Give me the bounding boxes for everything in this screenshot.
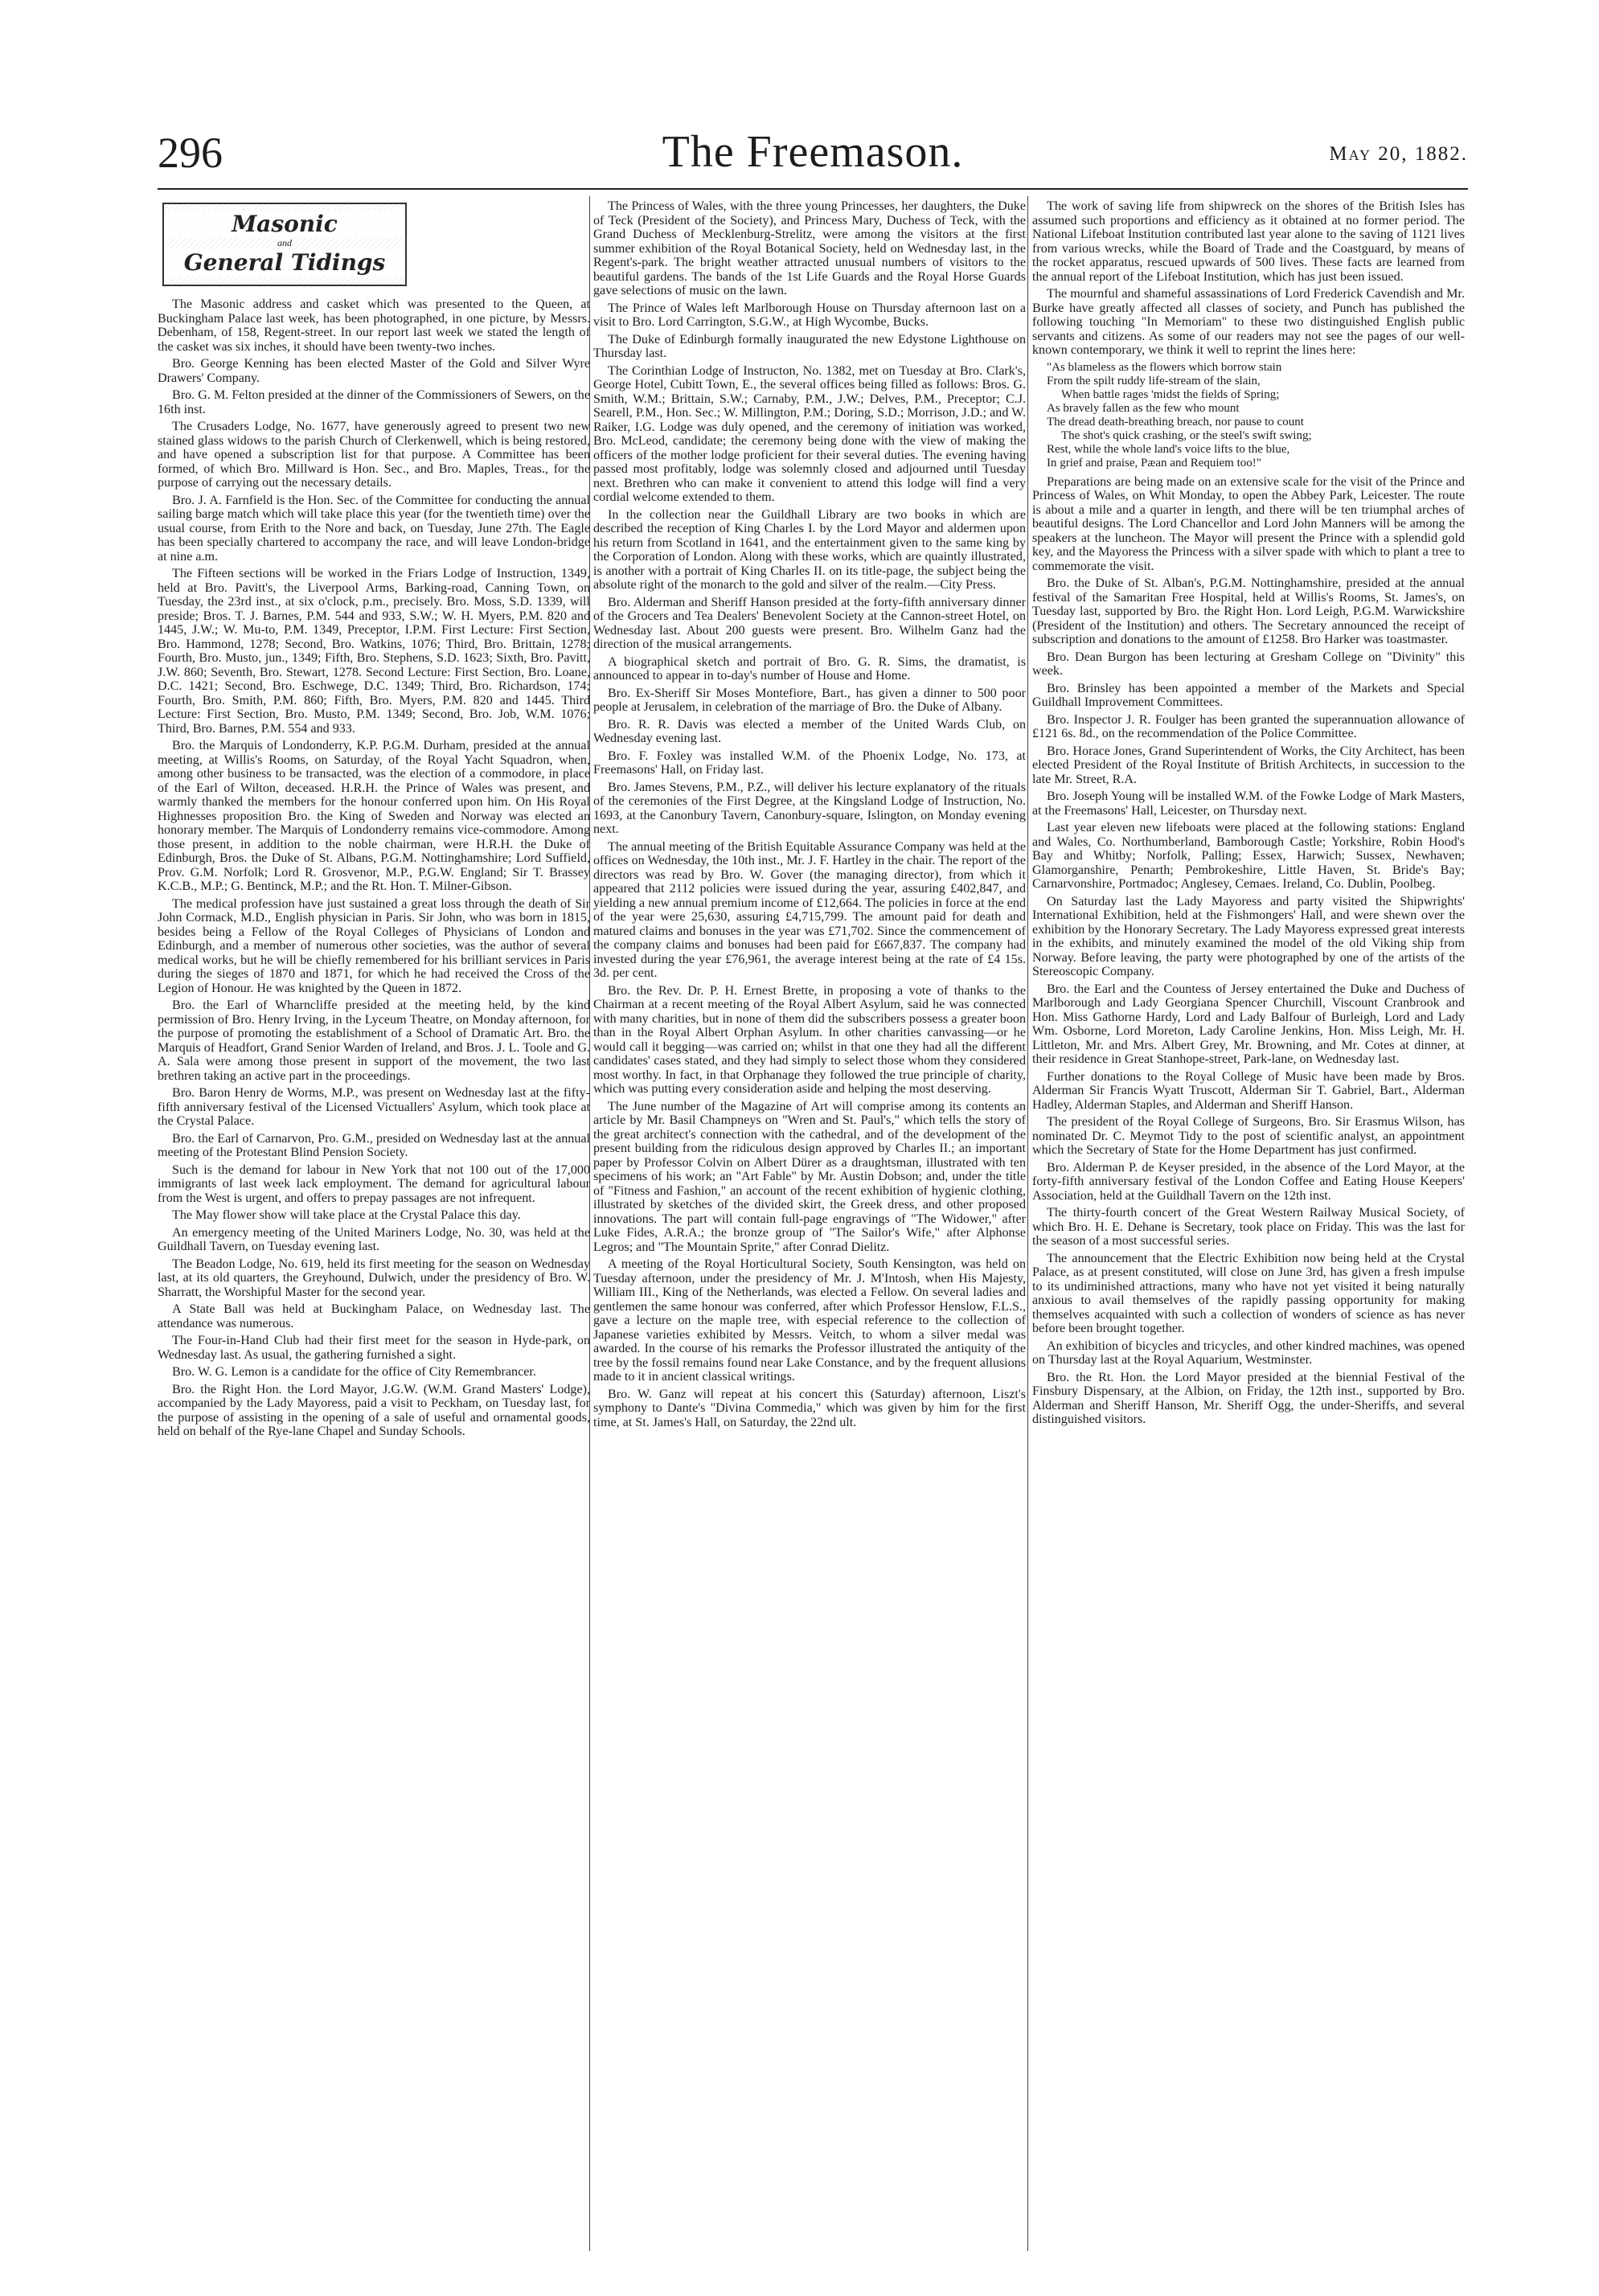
news-paragraph: The president of the Royal College of Surgeons, Bro. Sir Erasmus Wilson, has nominated Dr. C. Meymot Tidy to the post of scientific analyst, an appointment which the Secretary of State for the Home Department has just confirmed. xyxy=(1032,1115,1465,1157)
news-paragraph: Bro. James Stevens, P.M., P.Z., will deliver his lecture explanatory of the rituals of the ceremonies of the First Degree, at the Kingsland Lodge of Instruction, No. 1693, at the Canonbury Tavern, Canonbury-square, Islington, on Monday evening next. xyxy=(593,780,1026,836)
news-paragraph: Bro. Alderman P. de Keyser presided, in the absence of the Lord Mayor, at the forty-fifth anniversary festival of the London Coffee and Eating House Keepers' Association, held at the Guildhall Tavern on the 12th inst. xyxy=(1032,1160,1465,1203)
news-paragraph: Bro. Brinsley has been appointed a member of the Markets and Special Guildhall Improvement Committees. xyxy=(1032,681,1465,709)
column-1-body xyxy=(158,297,590,1439)
news-paragraph: The Crusaders Lodge, No. 1677, have generously agreed to present two new stained glass widows to the parish Church of Clerkenwell, which is being restored, and have opened a subscription list for that purpose. A Committee has been formed, of which Bro. Millward is Hon. Sec., and Bro. Maples, Treas., for the purpose of carrying out the necessary details. xyxy=(158,420,590,490)
page-number: 296 xyxy=(158,129,223,177)
section-heading-ornament xyxy=(162,203,407,286)
news-paragraph: Bro. the Marquis of Londonderry, K.P. P.G.M. Durham, presided at the annual meeting, at Willis's Rooms, on Saturday, of the Royal Yacht Squadron, when, among other business to be transacted, was the election of a commodore, in place of the Earl of Wilton, deceased. H.R.H. the Prince of Wales was present, and warmly thanked the members for the honour conferred upon him. On His Royal Highnesses proposition Bro. the King of Sweden and Norway was elected an honorary member. The Marquis of Londonderry remains vice-commodore. Among those present, in addition to the noble chairman, were H.R.H. the Duke of Edinburgh, Bros. the Duke of St. Albans, P.G.M. Nottinghamshire; Lord Suffield, Prov. G.M. Norfolk; Lord R. Grosvenor, M.P., P.G.W. England; Sir T. Brassey K.C.B., M.P.; G. Bentinck, M.P.; and the Rt. Hon. T. Milner-Gibson. xyxy=(158,739,590,893)
news-paragraph: Bro. W. G. Lemon is a candidate for the office of City Remembrancer. xyxy=(172,1365,536,1379)
poem-line: As bravely fallen as the few who mount xyxy=(1047,401,1240,415)
heading-line-1: Masonic xyxy=(164,211,405,238)
news-paragraph: The annual meeting of the British Equitable Assurance Company was held at the offices on Wednesday, the 10th inst., Mr. J. F. Hartley in the chair. The report of the directors was read by Bro. W. Gover (the managing director), from which it appeared that 2112 policies were issued during the year, assuring £402,847, and yielding a new annual premium income of £12,664. The policies in force at the end of the year were 25,630, assuring £4,715,799. The amount paid for death and matured claims and bonuses in the year was £71,702. Since the commencement of the company claims and bonuses had been paid for £667,837. The company had invested during the year £76,961, the average interest being at the rate of £4 15s. 3d. per cent. xyxy=(593,839,1026,980)
news-paragraph: Bro. the Duke of St. Alban's, P.G.M. Nottinghamshire, presided at the annual festival of the Samaritan Free Hospital, held at Willis's Rooms, St. James's, on Tuesday last, supported by Bro. the Right Hon. Lord Leigh, P.G.M. Warwickshire (President of the Institution) and others. The Secretary announced the receipt of subscription and donations to the amount of £1258. Bro Harker was toastmaster. xyxy=(1032,576,1465,646)
news-paragraph: The Corinthian Lodge of Instructon, No. 1382, met on Tuesday at Bro. Clark's, George Hotel, Cubitt Town, E., the several offices being filled as follows: Bros. G. Smith, W.M.; Brittain, S.W.; Carnaby, P.M., J.W.; Delves, P.M., Preceptor; C.J. Searell, P.M., Hon. Sec.; W. Millington, P.M.; Doring, S.D.; Morrison, J.D.; and W. Raiker, I.G. Lodge was duly opened, and the ceremony of initiation was worked, Bro. McLeod, candidate; the ceremony being done with the view of making the officers of the mother lodge proficient for their several duties. The evening having passed most profitably, lodge was solemnly closed and adjourned until Tuesday next. Brethren who can make it convenient to attend this lodge will find a very cordial welcome extended to them. xyxy=(593,363,1026,504)
poem-line: "As blameless as the flowers which borrow stain xyxy=(1047,360,1282,374)
news-paragraph: The Princess of Wales, with the three young Princesses, her daughters, the Duke of Teck (President of the Society), and Princess Mary, Duchess of Teck, with the Grand Duchess of Mecklenburg-Strelitz, were among the visitors at the first summer exhibition of the Royal Botanical Society, held on Wednesday last, in the Regent's-park. The bright weather attracted unusual numbers of visitors to the beautiful gardens. The bands of the 1st Life Guards and the Royal Horse Guards gave selections of music on the lawn. xyxy=(593,199,1026,297)
news-paragraph: The medical profession have just sustained a great loss through the death of Sir John Cormack, M.D., English physician in Paris. Sir John, who was born in 1815, besides being a Fellow of the Royal Colleges of Physicians of London and Edinburgh, and a member of numerous other societies, was the author of several medical works, but he will be chiefly remembered for his brilliant services in Paris during the sieges of 1870 and 1871, for which he had received the Cross of the Legion of Honour. He was knighted by the Queen in 1872. xyxy=(158,896,590,995)
news-paragraph: On Saturday last the Lady Mayoress and party visited the Shipwrights' International Exhibition, held at the Fishmongers' Hall, and were shewn over the exhibition by the Honorary Secretary. The Lady Mayoress expressed great interests in the exhibits, and minutely examined the model of the old Viking ship from Norway. Before leaving, the party were photographed by one of the artists of the Stereoscopic Company. xyxy=(1032,894,1465,978)
news-paragraph: Bro. W. Ganz will repeat at his concert this (Saturday) afternoon, Liszt's symphony to Dante's "Divina Commedia," which was given by him for the first time, at St. James's Hall, on Saturday, the 22nd ult. xyxy=(593,1387,1026,1429)
news-paragraph: Bro. G. M. Felton presided at the dinner of the Commissioners of Sewers, on the 16th inst. xyxy=(158,388,590,416)
news-paragraph: Bro. the Rev. Dr. P. H. Ernest Brette, in proposing a vote of thanks to the Chairman at a recent meeting of the Royal Albert Asylum, said he was connected with many charities, but in none of them did the subscribers possess a greater boon than in the Royal Albert Orphan Asylum. In other charities canvassing—or he would call it begging—was carried on; whilst in that one they had all the different candidates' cases stated, and they had simply to select those whom they considered most worthy. In fact, in that Orphanage they followed the true principle of charity, which was putting every consideration aside and helping the most deserving. xyxy=(593,983,1026,1096)
news-paragraph: The Masonic address and casket which was presented to the Queen, at Buckingham Palace last week, has been photographed, in one picture, by Messrs. Debenham, of 158, Regent-street. In our report last week we stated the length of the casket was six inches, it should have been twenty-two inches. xyxy=(158,297,590,354)
page-header xyxy=(158,121,1468,185)
column-3 xyxy=(1032,199,1465,2257)
column-2 xyxy=(593,199,1026,2257)
news-paragraph: The June number of the Magazine of Art will comprise among its contents an article by Mr. Basil Champneys on "Wren and St. Paul's," which tells the story of the great architect's connection with the cathedral, and of the development of the present building from the ridiculous design approved by Charles II.; an important paper by Professor Colvin on Albert Dürer as a draughtsman, illustrated with ten specimens of his work; an "Art Fable" by Mr. Austin Dobson; and, under the title of "Fitness and Fashion," an account of the recent exhibition of hygienic clothing, illustrated by sketches of the divided skirt, the Greek dress, and other proposed innovations. The part will contain full-page engravings of "The Widower," after Luke Fides, A.R.A.; the bronze group of "The Sailor's Wife," after Alphonse Legros; and "The Mountain Sprite," after Conrad Dielitz. xyxy=(593,1099,1026,1254)
news-paragraph: Bro. George Kenning has been elected Master of the Gold and Silver Wyre Drawers' Company. xyxy=(158,357,590,385)
news-paragraph: Such is the demand for labour in New York that not 100 out of the 17,000 immigrants of last week lack employment. The demand for agricultural labour from the West is urgent, and offers to prepay passages are not infrequent. xyxy=(158,1162,590,1205)
news-paragraph: Bro. Inspector J. R. Foulger has been granted the superannuation allowance of £121 6s. 8d., on the recommendation of the Police Committee. xyxy=(1032,712,1465,740)
column-3-body-top xyxy=(1032,199,1465,358)
news-paragraph: Bro. F. Foxley was installed W.M. of the Phoenix Lodge, No. 173, at Freemasons' Hall, on Friday last. xyxy=(593,748,1026,777)
news-paragraph: An emergency meeting of the United Mariners Lodge, No. 30, was held at the Guildhall Tavern, on Tuesday evening last. xyxy=(158,1225,590,1253)
masthead-title: The Freemason. xyxy=(662,127,964,177)
news-paragraph: Bro. Joseph Young will be installed W.M. of the Fowke Lodge of Mark Masters, at the Freemasons' Hall, Leicester, on Thursday next. xyxy=(1032,789,1465,818)
news-paragraph: The Prince of Wales left Marlborough House on Thursday afternoon last on a visit to Bro. Lord Carrington, S.G.W., at High Wycombe, Bucks. xyxy=(593,301,1026,329)
news-paragraph: Bro. the Earl of Wharncliffe presided at the meeting held, by the kind permission of Bro. Henry Irving, in the Lyceum Theatre, on Monday afternoon, for the purpose of promoting the establishment of a School of Dramatic Art. Bro. the Marquis of Headfort, Grand Senior Warden of Ireland, and Bros. J. L. Toole and G. A. Sala were among those present in support of the movement, the two last brethren taking an active part in the proceedings. xyxy=(158,998,590,1083)
news-paragraph: In the collection near the Guildhall Library are two books in which are described the reception of King Charles I. by the Lord Mayor and aldermen upon his return from Scotland in 1641, and the entertainment given to the same king by the Corporation of London. Along with these works, which are quaintly illustrated, is another with a portrait of King Charles II. on its title-page, the subject being the absolute right of the monarch to the gold and silver of the realm.—City Press. xyxy=(593,507,1026,592)
news-paragraph: The May flower show will take place at the Crystal Palace this day. xyxy=(172,1208,521,1222)
news-paragraph: The Duke of Edinburgh formally inaugurated the new Edystone Lighthouse on Thursday last. xyxy=(593,332,1026,360)
poem-line: In grief and praise, Pæan and Requiem too!" xyxy=(1047,456,1261,469)
news-paragraph: The Beadon Lodge, No. 619, held its first meeting for the season on Wednesday last, at its old quarters, the Greyhound, Dulwich, under the presidency of Bro. W. Sharratt, the Worshipful Master for the second year. xyxy=(158,1257,590,1299)
news-paragraph: Bro. Baron Henry de Worms, M.P., was present on Wednesday last at the fifty-fifth anniversary festival of the Licensed Victuallers' Asylum, which took place at the Crystal Palace. xyxy=(158,1086,590,1128)
news-paragraph: Bro. R. R. Davis was elected a member of the United Wards Club, on Wednesday evening last. xyxy=(593,717,1026,745)
news-paragraph: Bro. the Right Hon. the Lord Mayor, J.G.W. (W.M. Grand Masters' Lodge), accompanied by the Lady Mayoress, paid a visit to Peckham, on Tuesday last, for the purpose of assisting in the opening of a sale of useful and ornamental goods, held on behalf of the Rye-lane Chapel and Sunday Schools. xyxy=(158,1382,590,1438)
memorial-poem xyxy=(1047,361,1465,470)
news-paragraph: The announcement that the Electric Exhibition now being held at the Crystal Palace, as at present constituted, will close on June 3rd, has given a fresh impulse to its undiminished attractions, many who have not yet visited it being naturally anxious to avail themselves of the rapidly passing opportunity for making themselves acquainted with such a collection of wonders of science as has never before been brought together. xyxy=(1032,1251,1465,1335)
news-paragraph: The mournful and shameful assassinations of Lord Frederick Cavendish and Mr. Burke have greatly affected all classes of society, and Punch has published the following touching "In Memoriam" to these two distinguished English public servants and citizens. As some of our readers may not see the pages of our well-known contemporary, we think it well to reprint the lines here: xyxy=(1032,287,1465,357)
news-paragraph: Bro. the Rt. Hon. the Lord Mayor presided at the biennial Festival of the Finsbury Dispensary, at the Albion, on Friday, the 12th inst., supported by Bro. Alderman and Sheriff Hanson, Mr. Sheriff Ogg, the under-Sheriffs, and several distinguished visitors. xyxy=(1032,1370,1465,1426)
news-paragraph: Bro. the Earl and the Countess of Jersey entertained the Duke and Duchess of Marlborough and Lady Georgiana Spencer Churchill, Viscount Cranbrook and Hon. Miss Gathorne Hardy, Lord and Lady Balfour of Burleigh, Lord and Lady Wm. Osborne, Lord Moreton, Lady Caroline Jenkins, Hon. Miss Leigh, Mr. H. Littleton, Mr. and Mrs. Albert Grey, Mr. Browning, and Mr. Cotes at dinner, at their residence in Great Stanhope-street, Park-lane, on Wednesday last. xyxy=(1032,982,1465,1066)
news-paragraph: Bro. Alderman and Sheriff Hanson presided at the forty-fifth anniversary dinner of the Grocers and Tea Dealers' Benevolent Society at the Cannon-street Hotel, on Wednesday last. About 200 guests were present. Bro. Wilhelm Ganz had the direction of the musical arrangements. xyxy=(593,595,1026,651)
poem-line: When battle rages 'midst the fields of Spring; xyxy=(1061,387,1280,401)
news-paragraph: Bro. Dean Burgon has been lecturing at Gresham College on "Divinity" this week. xyxy=(1032,650,1465,678)
news-paragraph: Bro. Horace Jones, Grand Superintendent of Works, the City Architect, has been elected President of the Royal Institute of British Architects, in succession to the late Mr. Street, R.A. xyxy=(1032,744,1465,786)
news-paragraph: Further donations to the Royal College of Music have been made by Bros. Alderman Sir Francis Wyatt Truscott, Alderman Sir T. Gabriel, Bart., Alderman Hadley, Alderman Staples, and Alderman and Sheriff Hanson. xyxy=(1032,1069,1465,1112)
poem-line: Rest, while the whole land's voice lifts to the blue, xyxy=(1047,442,1290,456)
column-divider xyxy=(1027,196,1028,2251)
news-paragraph: A State Ball was held at Buckingham Palace, on Wednesday last. The attendance was numerous. xyxy=(158,1302,590,1330)
news-paragraph: Preparations are being made on an extensive scale for the visit of the Prince and Princess of Wales, on Whit Monday, to open the Abbey Park, Leicester. The route is about a mile and a quarter in length, and there will be ten triumphal arches of beautiful designs. The Lord Chancellor and Lord John Manners will be among the speakers at the luncheon. The Mayor will present the Prince with a splendid gold key, and the Mayoress the Princess with a silver spade with which to plant a tree to commemorate the visit. xyxy=(1032,474,1465,573)
news-paragraph: Bro. J. A. Farnfield is the Hon. Sec. of the Committee for conducting the annual sailing barge match which will take place this year (for the twentieth time) over the usual course, from Erith to the Nore and back, on Tuesday, June 27th. The Eagle has been specially chartered to accompany the race, and will leave London-bridge at nine a.m. xyxy=(158,493,590,564)
news-paragraph: Bro. Ex-Sheriff Sir Moses Montefiore, Bart., has given a dinner to 500 poor people at Jerusalem, in celebration of the marriage of Bro. the Duke of Albany. xyxy=(593,686,1026,714)
news-paragraph: A meeting of the Royal Horticultural Society, South Kensington, was held on Tuesday afternoon, under the presidency of Mr. J. M'Intosh, when His Majesty, William III., King of the Netherlands, was elected a Fellow. On several ladies and gentlemen the same honour was conferred, after which Professor Henslow, F.L.S., gave a lecture on the maple tree, with especial reference to the collection of Japanese varieties exhibited by Messrs. Veitch, to whom a silver medal was awarded. In the course of his remarks the Professor illustrated the antiquity of the tree by the fossil remains found near Lake Constance, and by the frequent allusions made to it in ancient classical writings. xyxy=(593,1257,1026,1384)
heading-line-2: General Tidings xyxy=(164,249,405,277)
news-paragraph: The Fifteen sections will be worked in the Friars Lodge of Instruction, 1349, held at Bro. Pavitt's, the Liverpool Arms, Barking-road, Canning Town, on Tuesday, the 23rd inst., at six o'clock, p.m., precisely. Bro. Moss, S.D. 1339, will preside; Bros. T. J. Barnes, P.M. 544 and 933, S.W.; W. H. Myers, P.M. 820 and 1445, J.W.; W. Mu-to, P.M. 1349, Preceptor, I.P.M. First Lecture: First Section, Bro. Hammond, 1278; Second, Bro. Watkins, 1076; Third, Bro. Brittain, 1278; Fourth, Bro. Musto, jun., 1349; Fifth, Bro. Stephens, S.D. 1623; Sixth, Bro. Pavitt, J.W. 860; Seventh, Bro. Stewart, 1278. Second Lecture: First Section, Bro. Loane, D.C. 1421; Second, Bro. Eschwege, D.C. 1349; Third, Bro. Richardson, 174; Fourth, Bro. Smith, P.M. 860; Fifth, Bro. Myers, P.M. 820 and 1445. Third Lecture: First Section, Bro. Musto, P.M. 1349; Second, Bro. Job, W.M. 1076; Third, Bro. Barnes, P.M. 554 and 933. xyxy=(158,567,590,736)
poem-line: From the spilt ruddy life-stream of the slain, xyxy=(1047,374,1261,387)
news-paragraph: An exhibition of bicycles and tricycles, and other kindred machines, was opened on Thursday last at the Royal Aquarium, Westminster. xyxy=(1032,1339,1465,1367)
heading-and: and xyxy=(277,237,292,248)
news-paragraph: A biographical sketch and portrait of Bro. G. R. Sims, the dramatist, is announced to appear in to-day's number of House and Home. xyxy=(593,654,1026,683)
column-1 xyxy=(158,199,590,2257)
news-paragraph: The thirty-fourth concert of the Great Western Railway Musical Society, of which Bro. H. E. Dehane is Secretary, took place on Friday. This was the last for the season of a most successful series. xyxy=(1032,1206,1465,1248)
column-2-body xyxy=(593,199,1026,1429)
poem-line: The dread death-breathing breach, nor pause to count xyxy=(1047,415,1304,428)
poem-line: The shot's quick crashing, or the steel's swift swing; xyxy=(1061,428,1312,442)
news-paragraph: Bro. the Earl of Carnarvon, Pro. G.M., presided on Wednesday last at the annual meeting of the Protestant Blind Pension Society. xyxy=(158,1131,590,1159)
column-3-body-bottom xyxy=(1032,475,1465,1427)
news-paragraph: The work of saving life from shipwreck on the shores of the British Isles has assumed such proportions and efficiency as it obtained at no former period. The National Lifeboat Institution contributed last year alone to the saving of 1121 lives from various wrecks, while the Board of Trade and the Coastguard, by means of the rocket apparatus, rescued upwards of 500 lives. These facts are learned from the annual report of the Lifeboat Institution, which has just been issued. xyxy=(1032,199,1465,284)
news-paragraph: Last year eleven new lifeboats were placed at the following stations: England and Wales, Co. Northumberland, Bamborough Castle; Yorkshire, Robin Hood's Bay and Whitby; Norfolk, Palling; Essex, Harwich; Sussex, Newhaven; Glamorganshire, Penarth; Pembrokeshire, Little Haven, St. Bride's Bay; Carnarvonshire, Portmadoc; Anglesey, Cemaes. Ireland, Co. Dublin, Poolbeg. xyxy=(1032,821,1465,891)
header-rule xyxy=(158,188,1468,190)
issue-date: May 20, 1882. xyxy=(1329,143,1468,165)
news-paragraph: The Four-in-Hand Club had their first meet for the season in Hyde-park, on Wednesday last. As usual, the gathering furnished a sight. xyxy=(158,1334,590,1362)
